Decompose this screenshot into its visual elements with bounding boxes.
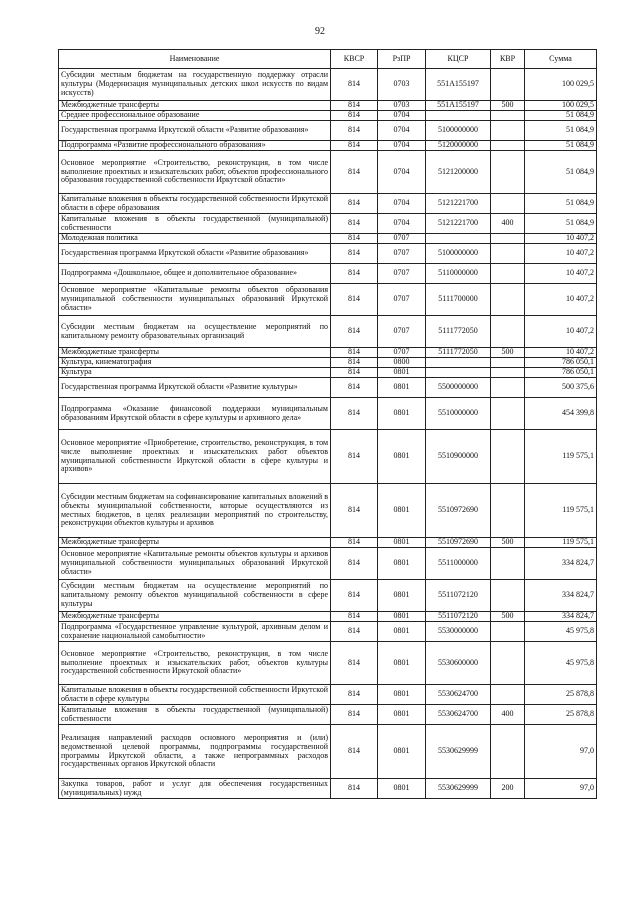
cell-rzpr: 0801 (378, 398, 426, 430)
cell-kcsr: 5111772050 (426, 316, 491, 348)
cell-kvsr: 814 (331, 484, 378, 538)
table-row (59, 580, 597, 612)
cell-kvr: 400 (491, 214, 525, 234)
cell-name: Молодежная политика (59, 234, 331, 244)
cell-rzpr: 0801 (378, 538, 426, 548)
cell-rzpr: 0707 (378, 244, 426, 264)
cell-kvr (491, 234, 525, 244)
table-row (59, 484, 597, 538)
table-row (59, 234, 597, 244)
table-row (59, 194, 597, 214)
cell-sum: 334 824,7 (525, 612, 597, 622)
cell-kvsr: 814 (331, 612, 378, 622)
cell-kcsr: 5530629999 (426, 725, 491, 779)
cell-name: Субсидии местным бюджетам на осуществление мероприятий по капитальному ремонту образовательных организаций (59, 316, 331, 348)
cell-name: Капитальные вложения в объекты государственной (муниципальной) собственности (59, 705, 331, 725)
cell-kvr (491, 484, 525, 538)
cell-name: Межбюджетные трансферты (59, 538, 331, 548)
cell-kcsr (426, 368, 491, 378)
cell-rzpr: 0707 (378, 316, 426, 348)
cell-sum: 25 878,8 (525, 705, 597, 725)
cell-kcsr: 5510900000 (426, 430, 491, 484)
table-body (59, 69, 597, 799)
cell-rzpr: 0704 (378, 121, 426, 141)
cell-sum: 45 975,8 (525, 642, 597, 685)
cell-rzpr: 0704 (378, 111, 426, 121)
table-row (59, 622, 597, 642)
cell-kvsr: 814 (331, 316, 378, 348)
cell-kvsr: 814 (331, 69, 378, 101)
table-row (59, 430, 597, 484)
cell-rzpr: 0801 (378, 430, 426, 484)
cell-kvr (491, 194, 525, 214)
cell-kvr (491, 642, 525, 685)
cell-name: Субсидии местным бюджетам на государственную поддержку отрасли культуры (Модернизация муниципальных детских школ искусств по видам искусств) (59, 69, 331, 101)
cell-kvr: 400 (491, 705, 525, 725)
cell-rzpr: 0704 (378, 214, 426, 234)
cell-kcsr: 5530624700 (426, 705, 491, 725)
cell-kvsr: 814 (331, 284, 378, 316)
cell-name: Государственная программа Иркутской области «Развитие образования» (59, 244, 331, 264)
cell-sum: 51 084,9 (525, 121, 597, 141)
cell-rzpr: 0707 (378, 284, 426, 316)
cell-sum: 10 407,2 (525, 284, 597, 316)
table-row (59, 538, 597, 548)
table-row (59, 779, 597, 799)
cell-rzpr: 0801 (378, 580, 426, 612)
cell-kvsr: 814 (331, 779, 378, 799)
cell-rzpr: 0707 (378, 264, 426, 284)
cell-kvr (491, 358, 525, 368)
cell-kvsr: 814 (331, 234, 378, 244)
cell-name: Среднее профессиональное образование (59, 111, 331, 121)
cell-kvsr: 814 (331, 580, 378, 612)
cell-sum: 10 407,2 (525, 244, 597, 264)
cell-kvr (491, 378, 525, 398)
budget-table (58, 49, 597, 799)
cell-name: Межбюджетные трансферты (59, 612, 331, 622)
cell-name: Межбюджетные трансферты (59, 348, 331, 358)
cell-kcsr (426, 234, 491, 244)
table-row (59, 284, 597, 316)
cell-name: Культура, кинематография (59, 358, 331, 368)
cell-kcsr: 5511072120 (426, 612, 491, 622)
table-row (59, 69, 597, 101)
cell-sum: 119 575,1 (525, 430, 597, 484)
cell-kvr (491, 121, 525, 141)
cell-rzpr: 0801 (378, 378, 426, 398)
cell-rzpr: 0801 (378, 725, 426, 779)
cell-sum: 454 399,8 (525, 398, 597, 430)
cell-rzpr: 0704 (378, 151, 426, 194)
table-row (59, 685, 597, 705)
cell-rzpr: 0704 (378, 141, 426, 151)
cell-kvr (491, 316, 525, 348)
cell-kvr (491, 264, 525, 284)
cell-name: Закупка товаров, работ и услуг для обеспечения государственных (муниципальных) нужд (59, 779, 331, 799)
cell-sum: 786 050,1 (525, 358, 597, 368)
cell-kcsr: 5530624700 (426, 685, 491, 705)
cell-kvr: 200 (491, 779, 525, 799)
table-row (59, 368, 597, 378)
cell-kvr: 500 (491, 348, 525, 358)
table-row (59, 612, 597, 622)
table-row (59, 244, 597, 264)
cell-kcsr: 5111772050 (426, 348, 491, 358)
cell-kvr (491, 141, 525, 151)
cell-kcsr: 5120000000 (426, 141, 491, 151)
table-row (59, 705, 597, 725)
cell-kvsr: 814 (331, 430, 378, 484)
cell-name: Подпрограмма «Государственное управление культурой, архивным делом и сохранение национальной самобытности» (59, 622, 331, 642)
cell-kcsr: 551A155197 (426, 101, 491, 111)
cell-kcsr: 5111700000 (426, 284, 491, 316)
cell-sum: 500 375,6 (525, 378, 597, 398)
cell-kvsr: 814 (331, 244, 378, 264)
cell-sum: 51 084,9 (525, 214, 597, 234)
cell-sum: 119 575,1 (525, 484, 597, 538)
table-row (59, 141, 597, 151)
table-row (59, 121, 597, 141)
cell-kvsr: 814 (331, 705, 378, 725)
cell-kcsr: 5530629999 (426, 779, 491, 799)
cell-kvsr: 814 (331, 368, 378, 378)
cell-kcsr: 5100000000 (426, 244, 491, 264)
cell-kvsr: 814 (331, 685, 378, 705)
cell-sum: 25 878,8 (525, 685, 597, 705)
cell-kvsr: 814 (331, 548, 378, 580)
cell-kvr (491, 685, 525, 705)
cell-rzpr: 0703 (378, 69, 426, 101)
header-name: Наименование (59, 50, 331, 69)
cell-kvr (491, 284, 525, 316)
cell-name: Основное мероприятие «Строительство, реконструкция, в том числе выполнение проектных и изыскательских работ, объектов профессионального образования государственной собственности Иркутской области» (59, 151, 331, 194)
cell-kvr (491, 622, 525, 642)
cell-sum: 100 029,5 (525, 101, 597, 111)
cell-kvsr: 814 (331, 101, 378, 111)
cell-kvsr: 814 (331, 642, 378, 685)
cell-name: Подпрограмма «Развитие профессионального образования» (59, 141, 331, 151)
cell-name: Подпрограмма «Дошкольное, общее и дополнительное образование» (59, 264, 331, 284)
cell-kcsr: 5530600000 (426, 642, 491, 685)
cell-sum: 51 084,9 (525, 141, 597, 151)
cell-kvr (491, 725, 525, 779)
cell-kcsr: 5121221700 (426, 194, 491, 214)
cell-kvr: 500 (491, 538, 525, 548)
cell-kcsr: 5530000000 (426, 622, 491, 642)
cell-sum: 10 407,2 (525, 348, 597, 358)
header-rzpr: РзПР (378, 50, 426, 69)
cell-kvr (491, 69, 525, 101)
table-row (59, 151, 597, 194)
cell-sum: 10 407,2 (525, 264, 597, 284)
cell-sum: 119 575,1 (525, 538, 597, 548)
cell-kvsr: 814 (331, 725, 378, 779)
cell-sum: 334 824,7 (525, 580, 597, 612)
cell-kvsr: 814 (331, 378, 378, 398)
cell-kcsr (426, 111, 491, 121)
cell-name: Межбюджетные трансферты (59, 101, 331, 111)
table-row (59, 548, 597, 580)
cell-sum: 10 407,2 (525, 234, 597, 244)
cell-sum: 100 029,5 (525, 69, 597, 101)
header-kvsr: КВСР (331, 50, 378, 69)
cell-sum: 97,0 (525, 725, 597, 779)
cell-rzpr: 0801 (378, 368, 426, 378)
cell-sum: 97,0 (525, 779, 597, 799)
cell-kcsr: 5100000000 (426, 121, 491, 141)
cell-kcsr: 5121200000 (426, 151, 491, 194)
table-row (59, 316, 597, 348)
table-row (59, 398, 597, 430)
cell-name: Культура (59, 368, 331, 378)
cell-name: Реализация направлений расходов основного мероприятия и (или) ведомственной целевой программы, подпрограммы государственной программы Иркутской области, а также непрограммных расходов государственных органов Иркутской области (59, 725, 331, 779)
cell-kvsr: 814 (331, 151, 378, 194)
cell-kvsr: 814 (331, 194, 378, 214)
cell-kvr (491, 398, 525, 430)
table-row (59, 264, 597, 284)
cell-kcsr: 5110000000 (426, 264, 491, 284)
cell-kvr (491, 580, 525, 612)
table-row (59, 642, 597, 685)
cell-rzpr: 0801 (378, 642, 426, 685)
header-kcsr: КЦСР (426, 50, 491, 69)
cell-kcsr: 5511000000 (426, 548, 491, 580)
cell-kvsr: 814 (331, 398, 378, 430)
cell-name: Основное мероприятие «Приобретение, строительство, реконструкция, в том числе выполнение проектных и изыскательских работ объектов муниципальной собственности Иркутской области в сфере культуры и архивов» (59, 430, 331, 484)
cell-kcsr: 5510972690 (426, 484, 491, 538)
table-row (59, 378, 597, 398)
cell-kcsr: 5510972690 (426, 538, 491, 548)
cell-kvsr: 814 (331, 121, 378, 141)
cell-kvsr: 814 (331, 214, 378, 234)
cell-kcsr: 5510000000 (426, 398, 491, 430)
cell-sum: 45 975,8 (525, 622, 597, 642)
table-row (59, 214, 597, 234)
cell-name: Основное мероприятие «Капитальные ремонты объектов образования муниципальной собственности муниципальных образований Иркутской области» (59, 284, 331, 316)
cell-kvr (491, 548, 525, 580)
cell-name: Капитальные вложения в объекты государственной собственности Иркутской области в сфере образования (59, 194, 331, 214)
cell-name: Субсидии местным бюджетам на осуществление мероприятий по капитальному ремонту объектов муниципальной собственности в сфере культуры (59, 580, 331, 612)
cell-kcsr: 5500000000 (426, 378, 491, 398)
cell-kvsr: 814 (331, 141, 378, 151)
cell-name: Субсидии местным бюджетам на софинансирование капитальных вложений в объекты муниципальной собственности, которые осуществляются из местных бюджетов, в целях реализации мероприятий по строительству, реконструкции объектов культуры и архивов (59, 484, 331, 538)
header-sum: Сумма (525, 50, 597, 69)
cell-kvsr: 814 (331, 358, 378, 368)
cell-kvsr: 814 (331, 264, 378, 284)
cell-rzpr: 0801 (378, 484, 426, 538)
cell-sum: 51 084,9 (525, 151, 597, 194)
cell-sum: 334 824,7 (525, 548, 597, 580)
cell-rzpr: 0801 (378, 622, 426, 642)
cell-kcsr: 5121221700 (426, 214, 491, 234)
cell-rzpr: 0801 (378, 548, 426, 580)
table-row (59, 725, 597, 779)
cell-kcsr: 5511072120 (426, 580, 491, 612)
cell-kcsr: 551A155197 (426, 69, 491, 101)
cell-sum: 10 407,2 (525, 316, 597, 348)
cell-rzpr: 0707 (378, 348, 426, 358)
cell-kvr (491, 430, 525, 484)
cell-kvsr: 814 (331, 111, 378, 121)
cell-kvr (491, 368, 525, 378)
cell-rzpr: 0800 (378, 358, 426, 368)
cell-rzpr: 0707 (378, 234, 426, 244)
cell-rzpr: 0703 (378, 101, 426, 111)
table-row (59, 358, 597, 368)
cell-rzpr: 0801 (378, 685, 426, 705)
cell-name: Основное мероприятие «Строительство, реконструкция, в том числе выполнение проектных и изыскательских работ, объектов культуры государственной собственности Иркутской области» (59, 642, 331, 685)
page-number: 92 (315, 26, 325, 37)
cell-kvr: 500 (491, 612, 525, 622)
cell-name: Государственная программа Иркутской области «Развитие образования» (59, 121, 331, 141)
cell-kvr (491, 111, 525, 121)
cell-kcsr (426, 358, 491, 368)
table-row (59, 348, 597, 358)
cell-name: Подпрограмма «Оказание финансовой поддержки муниципальным образованиям Иркутской области в сфере культуры и архивного дела» (59, 398, 331, 430)
cell-kvsr: 814 (331, 622, 378, 642)
cell-sum: 786 050,1 (525, 368, 597, 378)
header-kvr: КВР (491, 50, 525, 69)
table-header-row (59, 50, 597, 69)
cell-kvr: 500 (491, 101, 525, 111)
cell-name: Капитальные вложения в объекты государственной собственности Иркутской области в сфере культуры (59, 685, 331, 705)
cell-rzpr: 0801 (378, 612, 426, 622)
cell-kvsr: 814 (331, 538, 378, 548)
table-row (59, 111, 597, 121)
cell-rzpr: 0704 (378, 194, 426, 214)
cell-rzpr: 0801 (378, 705, 426, 725)
cell-kvsr: 814 (331, 348, 378, 358)
cell-sum: 51 084,9 (525, 194, 597, 214)
cell-name: Капитальные вложения в объекты государственной (муниципальной) собственности (59, 214, 331, 234)
cell-sum: 51 084,9 (525, 111, 597, 121)
table-row (59, 101, 597, 111)
cell-name: Государственная программа Иркутской области «Развитие культуры» (59, 378, 331, 398)
cell-kvr (491, 244, 525, 264)
cell-name: Основное мероприятие «Капитальные ремонты объектов культуры и архивов муниципальной собственности муниципальных образований Иркутской области» (59, 548, 331, 580)
cell-kvr (491, 151, 525, 194)
cell-rzpr: 0801 (378, 779, 426, 799)
